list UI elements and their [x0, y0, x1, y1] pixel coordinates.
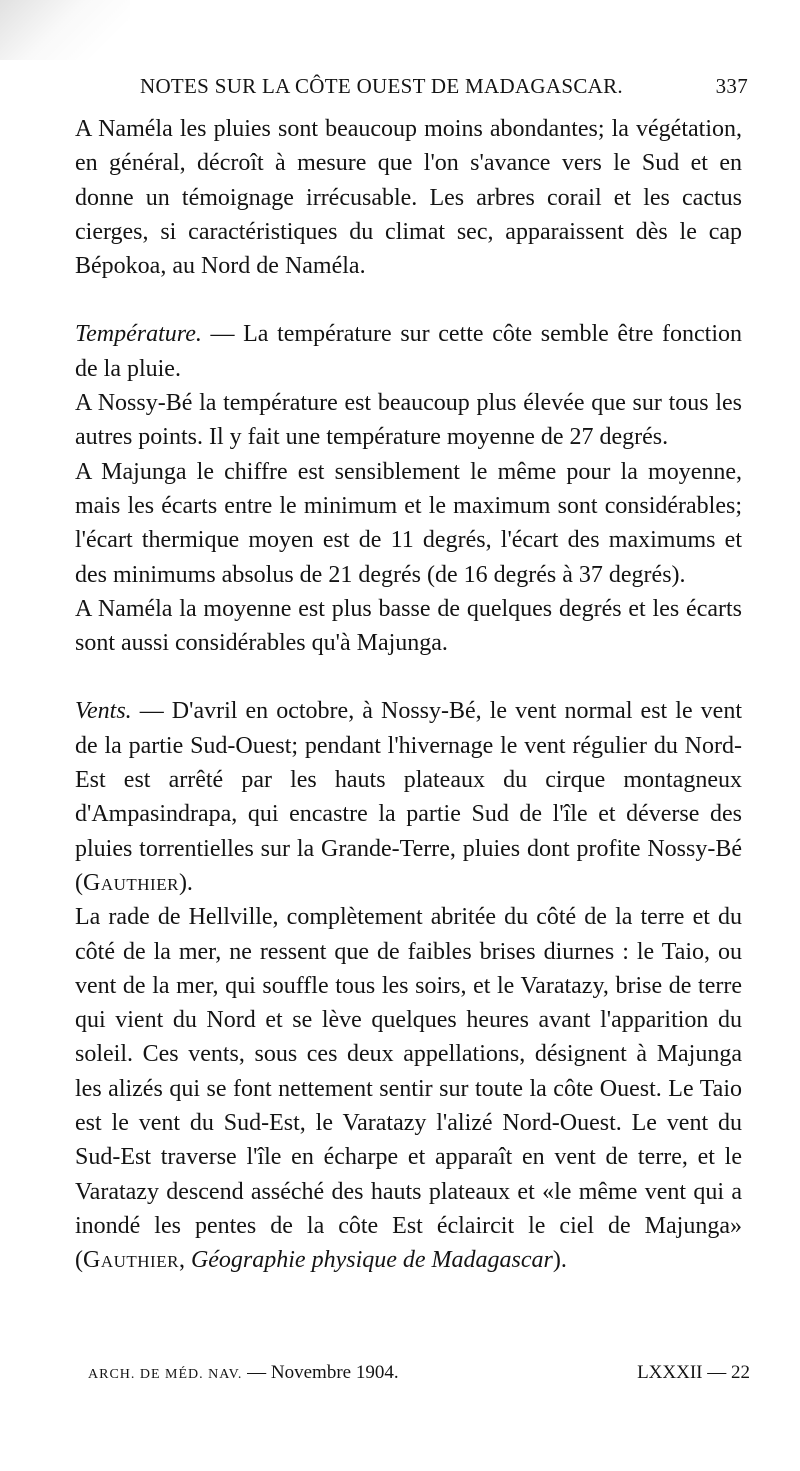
- citation-close: ).: [178, 869, 193, 896]
- paragraph-temperature: [75, 317, 742, 386]
- footer-journal: [88, 1362, 399, 1384]
- scan-shading: [0, 0, 130, 60]
- footer-date: — Novembre 1904.: [242, 1362, 399, 1383]
- section-heading-temperature: Température.: [75, 321, 202, 348]
- body-text: [75, 112, 742, 1278]
- paragraph-nossy-be: A Nossy-Bé la température est beaucoup plus élevée que sur tous les autres points. Il y fait une température moyenne de 27 degrés.: [75, 390, 742, 451]
- work-title: Géographie physique de Madagascar: [190, 1247, 553, 1274]
- running-title: NOTES SUR LA CÔTE OUEST DE MADAGASCAR.: [140, 74, 623, 98]
- section-gap: [75, 283, 742, 317]
- author-citation: Gauthier: [83, 869, 179, 896]
- page-header: [140, 74, 748, 106]
- paragraph-namela-temp: A Naméla la moyenne est plus basse de quelques degrés et les écarts sont aussi considérables qu'à Majunga.: [75, 595, 742, 657]
- paragraph-hellville-text: La rade de Hellville, complètement abritée du côté de la terre et du côté de la mer, ne ressent que de faibles brises diurnes : le Taio, ou vent de la mer, qui souffle tous les soirs, et le Varatazy, brise de terre qui vient du Nord et se lève quelques heures avant l'apparition du soleil. Ces vents, sous ces deux appellations, désignent à Majunga les alizés qui se font nettement sentir sur toute la côte Ouest. Le Taio est le vent du Sud-Est, le Varatazy l'alizé Nord-Ouest. Le vent du Sud-Est traverse l'île en écharpe et apparaît en vent de terre, et le Varatazy descend asséché des hauts plateaux et «le même vent qui a inondé les pentes de la côte Est éclaircit le ciel de Majunga» (: [75, 904, 742, 1274]
- paragraph-hellville: [75, 900, 742, 1277]
- citation-separator: ,: [178, 1247, 191, 1274]
- journal-abbreviation: ARCH. DE MÉD. NAV.: [88, 1367, 243, 1382]
- paragraph-vents: [75, 694, 742, 900]
- paragraph-majunga: A Majunga le chiffre est sensiblement le même pour la moyenne, mais les écarts entre le minimum et le maximum sont considérables; l'écart thermique moyen est de 11 degrés, l'écart des maximums et des minimums absolus de 21 degrés (de 16 degrés à 37 degrés).: [75, 458, 742, 588]
- section-gap: [75, 660, 742, 694]
- citation-close: ).: [552, 1247, 567, 1274]
- signature-mark: LXXXII — 22: [637, 1362, 750, 1383]
- page-number: 337: [715, 74, 748, 98]
- section-heading-vents: Vents.: [75, 698, 132, 725]
- paragraph-namela-rain: A Naméla les pluies sont beaucoup moins abondantes; la végétation, en général, décroît à mesure que l'on s'avance vers le Sud et en donne un témoignage irrécusable. Les arbres corail et les cactus cierges, si caractéristiques du climat sec, apparaissent dès le cap Bépokoa, au Nord de Naméla.: [75, 116, 742, 280]
- author-citation: Gauthier: [83, 1247, 179, 1274]
- page-footer: [88, 1362, 750, 1390]
- paragraph-vents-text: — D'avril en octobre, à Nossy-Bé, le vent normal est le vent de la partie Sud-Ouest; pendant l'hivernage le vent régulier du Nord-Est est arrêté par les hauts plateaux du cirque montagneux d'Ampasindrapa, qui encastre la partie Sud de l'île et déverse des pluies torrentielles sur la Grande-Terre, pluies dont profite Nossy-Bé (: [75, 698, 742, 896]
- paragraph-temperature-text: — La température sur cette côte semble être fonction de la pluie.: [75, 321, 742, 382]
